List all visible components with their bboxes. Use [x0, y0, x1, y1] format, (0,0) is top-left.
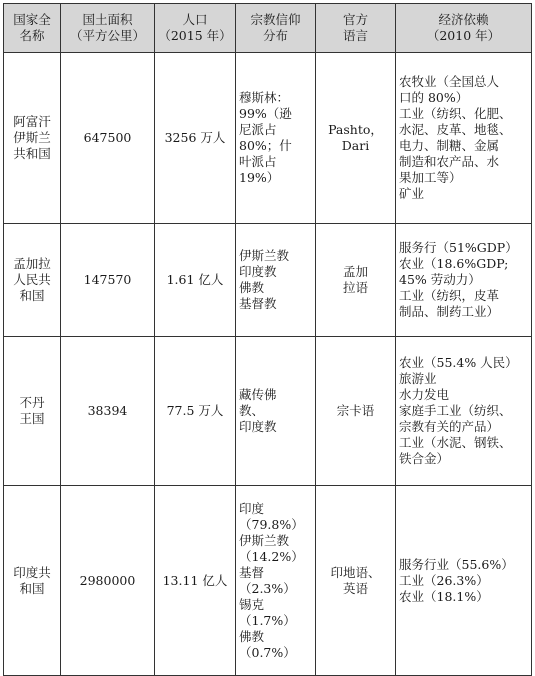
country-comparison-table — [3, 3, 532, 676]
header-area: 国土面积 （平方公里） — [61, 4, 155, 53]
language-cell: Pashto， Dari — [316, 53, 396, 224]
economy-cell: 农业（55.4% 人民） 旅游业 水力发电 家庭手工业（纺织、 宗教有关的产品） 工业（水泥、钢铁、 铁合金） — [396, 337, 532, 486]
religion-cell: 伊斯兰教 印度教 佛教 基督教 — [236, 224, 316, 337]
religion-cell: 穆斯林： 99%（逊 尼派占 80%；什 叶派占 19%） — [236, 53, 316, 224]
population-cell: 3256 万人 — [155, 53, 236, 224]
country-name-cell: 孟加拉 人民共 和国 — [4, 224, 61, 337]
population-cell: 1.61 亿人 — [155, 224, 236, 337]
header-population: 人口 （2015 年） — [155, 4, 236, 53]
area-cell: 38394 — [61, 337, 155, 486]
area-cell: 147570 — [61, 224, 155, 337]
language-cell: 宗卡语 — [316, 337, 396, 486]
table-row — [4, 53, 532, 224]
header-language: 官方 语言 — [316, 4, 396, 53]
country-name-cell: 不丹 王国 — [4, 337, 61, 486]
country-name-cell: 印度共 和国 — [4, 486, 61, 676]
header-religion: 宗教信仰 分布 — [236, 4, 316, 53]
economy-cell: 农牧业（全国总人 口的 80%） 工业（纺织、化肥、 水泥、皮革、地毯、 电力、制糖、金属 制造和农产品、水 果加工等） 矿业 — [396, 53, 532, 224]
table-row — [4, 337, 532, 486]
population-cell: 13.11 亿人 — [155, 486, 236, 676]
header-row — [4, 4, 532, 53]
religion-cell: 藏传佛 教、 印度教 — [236, 337, 316, 486]
country-name-cell: 阿富汗 伊斯兰 共和国 — [4, 53, 61, 224]
table-row — [4, 486, 532, 676]
economy-cell: 服务行（51%GDP） 农业（18.6%GDP; 45% 劳动力） 工业（纺织，皮革 制品、制药工业） — [396, 224, 532, 337]
language-cell: 印地语、 英语 — [316, 486, 396, 676]
religion-cell: 印度 （79.8%） 伊斯兰教 （14.2%） 基督 （2.3%） 锡克 （1.7%） 佛教 （0.7%） — [236, 486, 316, 676]
header-country-name: 国家全 名称 — [4, 4, 61, 53]
header-economy: 经济依赖 （2010 年） — [396, 4, 532, 53]
language-cell: 孟加 拉语 — [316, 224, 396, 337]
economy-cell: 服务行业（55.6%） 工业（26.3%） 农业（18.1%） — [396, 486, 532, 676]
population-cell: 77.5 万人 — [155, 337, 236, 486]
area-cell: 647500 — [61, 53, 155, 224]
area-cell: 2980000 — [61, 486, 155, 676]
table-row — [4, 224, 532, 337]
